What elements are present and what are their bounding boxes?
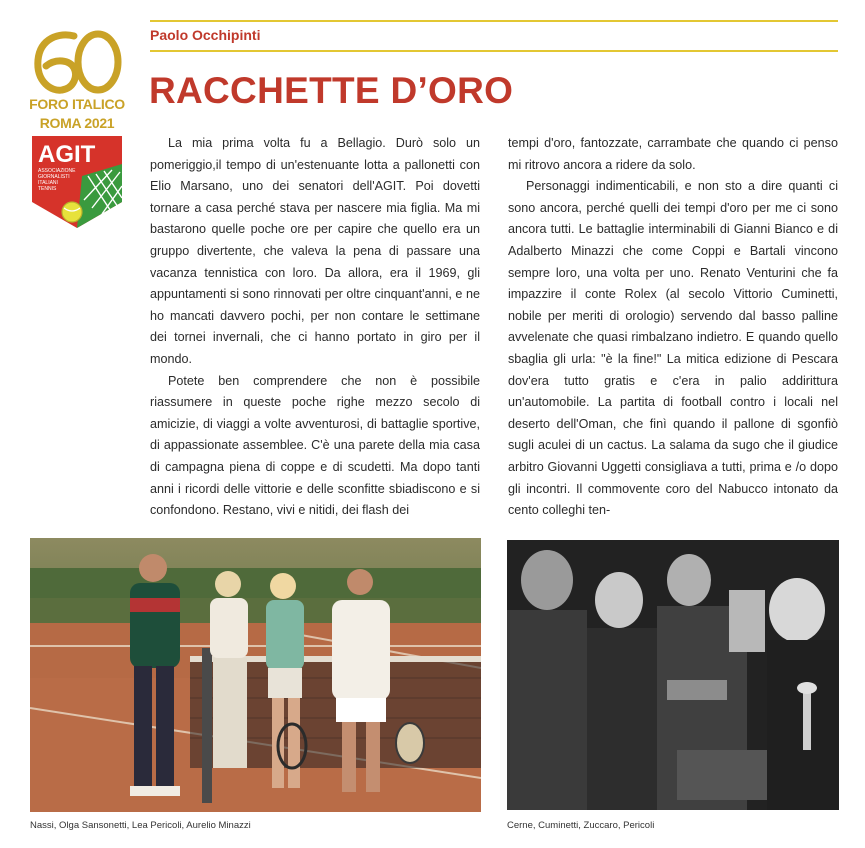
article-title: RACCHETTE D’ORO — [149, 70, 514, 111]
photo-caption-right: Cerne, Cuminetti, Zuccaro, Pericoli — [507, 820, 655, 831]
foro-italico-60-logo — [26, 26, 128, 230]
photo-awards-ceremony — [507, 540, 839, 810]
article-column-right — [508, 133, 838, 522]
agit-badge-sub-3: ITALIANI — [38, 180, 58, 186]
paragraph: tempi d'oro, fantozzate, carrambate che quando ci penso mi ritrovo ancora a ridere da solo. — [508, 136, 838, 172]
logo-line-roma-2021: ROMA 2021 — [39, 115, 115, 131]
paragraph: La mia prima volta fu a Bellagio. Durò solo un pomeriggio,il tempo di un'estenuante lotta a pallonetti con Elio Marsano, uno dei senatori dell'AGIT. Poi dovetti tornare a casa perché stava per nascere mia figlia. Ma mi bastarono quelle poche ore per capire che quello era un gruppo divertente, che valeva la pena di passare una vacanza tennistica con loro. Da allora, era il 1969, gli appuntamenti si sono rinnovati per oltre cinquant'anni, e ne ho mancati davvero pochi, per non contare le settimane dei tornei invernali, che ci hanno portato in giro per il mondo. — [150, 136, 480, 366]
logo-line-foro-italico: FORO ITALICO — [29, 96, 125, 112]
agit-badge — [32, 136, 122, 228]
photo-tennis-court — [30, 538, 481, 812]
paragraph: Potete ben comprendere che non è possibile riassumere in queste poche righe mezzo secolo di amicizie, di viaggi a volte avventurosi, di battaglie sportive, di appassionate assemblee. C'è una parete della mia casa di campagna piena di coppe e di scudetti. Ma dopo tanti anni i ricordi delle vittorie e delle sconfitte sbiadiscono e si confondono. Restano, vivi e nitidi, dei flash dei — [150, 373, 480, 518]
paragraph: Personaggi indimenticabili, e non sto a dire quanti ci sono ancora, perché quelli dei tempi d'oro per me ci sono ancora tutti. Le battaglie interminabili di Gianni Bianco e di Adalberto Minazzi che come Coppi e Bartali vincono sempre loro, una volta per uno. Renato Venturini che fa impazzire il conte Rolex (al secolo Vittorio Cuminetti, nobile per meriti di orologio) servendo dal basso palline avvelenate che quasi rimbalzano indietro. E quando quello sbaglia gli urla: "è la fine!" La mitica edizione di Pescara dov'era tutto gratis e c'era in palio addirittura un'automobile. La partita di football contro i locali nel deserto dell'Oman, che finì quando il pallone di sgonfiò sugli aculei di un cactus. La salama da sugo che il giudice arbitro Giovanni Uggetti consigliava a tutti, prima e /o dopo gli incontri. Il commovente coro del Nabucco intonato da cento colleghi ten- — [508, 179, 838, 518]
article-column-left — [150, 133, 480, 522]
header-rule-bottom — [150, 50, 838, 52]
agit-badge-sub-4: TENNIS — [38, 186, 57, 192]
author-name: Paolo Occhipinti — [150, 27, 261, 43]
header-rule-top — [150, 20, 838, 22]
sixty-anniversary-mark — [30, 26, 124, 96]
photo-caption-left: Nassi, Olga Sansonetti, Lea Pericoli, Aurelio Minazzi — [30, 820, 251, 831]
agit-badge-sub-1: ASSOCIAZIONE — [38, 168, 76, 174]
agit-badge-sub-2: GIORNALISTI — [38, 174, 70, 180]
agit-badge-title: AGIT — [38, 141, 96, 168]
